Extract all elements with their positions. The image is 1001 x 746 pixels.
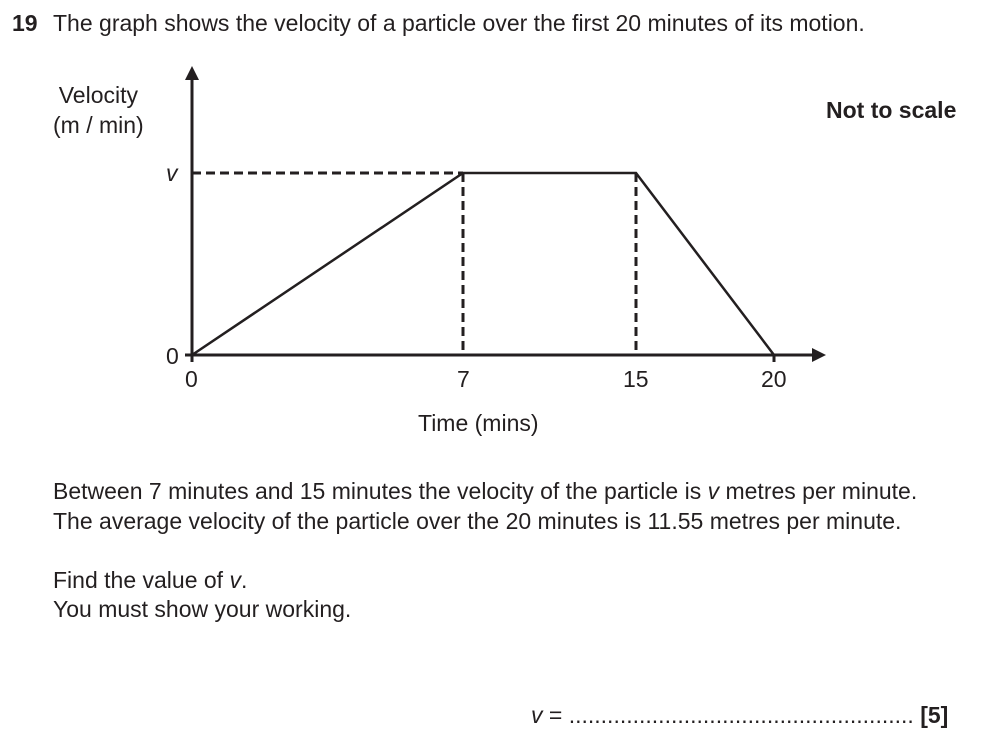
body-line-2: The average velocity of the particle over the 20 minutes is 11.55 metres per minute. [53,508,902,534]
answer-line[interactable] [531,702,948,729]
body-line-3: Find the value of v. [53,567,248,593]
x-tick-15: 15 [623,366,649,392]
y-tick-v: v [166,160,178,186]
y-axis-label-line1: Velocity [58,82,138,108]
y-axis-label-line2: (m / min) [53,112,144,138]
question-intro: The graph shows the velocity of a particle over the first 20 minutes of its motion. [53,10,865,36]
marks-badge: [5] [920,702,949,728]
x-tick-7: 7 [457,366,470,392]
y-tick-0: 0 [166,343,179,369]
body-line-1: Between 7 minutes and 15 minutes the velocity of the particle is v metres per minute. [53,478,918,504]
answer-var: v [531,702,543,728]
x-tick-0: 0 [185,366,198,392]
body-line-4: You must show your working. [53,596,352,622]
velocity-line [192,173,774,355]
question-number: 19 [12,10,38,36]
y-axis-arrow-icon [185,66,199,80]
not-to-scale-note: Not to scale [826,97,957,123]
answer-equals: = [542,702,569,728]
x-axis-arrow-icon [812,348,826,362]
answer-blank[interactable]: ...................................................... [568,702,914,728]
x-axis-label: Time (mins) [418,410,539,436]
x-tick-20: 20 [761,366,787,392]
